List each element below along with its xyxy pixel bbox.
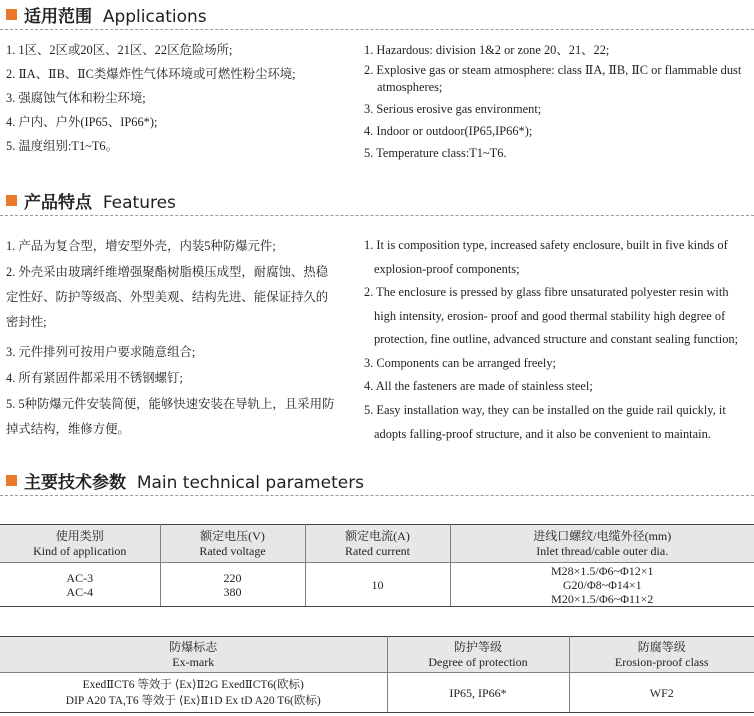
list-item: 5. 温度组别:T1~T6。 <box>6 139 119 153</box>
list-item: 5. Easy installation way, they can be installed on the guide rail quickly, it adopts falling-proof structure, and it also be convenient to maintain. <box>364 403 726 441</box>
list-item: 5. Temperature class:T1~T6. <box>364 146 507 160</box>
list-item: 3. Serious erosive gas environment; <box>364 102 542 116</box>
list-item: 1. 1区、2区或20区、21区、22区危险场所; <box>6 43 233 57</box>
section-divider <box>0 29 754 30</box>
list-item: 2. The enclosure is pressed by glass fibre unsaturated polyester resin with high intensity, erosion- proof and good thermal stability high degree of protection, fine outline, advanced structure and constant sealing function; <box>364 285 739 346</box>
ex-mark-cell: ExedⅡCT6 等效于 ⟨Ex⟩Ⅱ2G ExedⅡCT6(欧标) DIP A20 TA,T6 等效于 ⟨Ex⟩Ⅱ1D Ex tD A20 T6(欧标) <box>0 673 387 713</box>
list-item: 4. All the fasteners are made of stainless steel; <box>364 379 593 393</box>
parameters-title: 主要技术参数 Main technical parameters <box>24 473 365 493</box>
list-item: 1. 产品为复合型，增安型外壳，内装5种防爆元件; <box>6 239 276 253</box>
section-marker-icon <box>6 9 17 20</box>
table-row <box>0 563 754 607</box>
protection-cell: IP65, IP66* <box>387 673 569 713</box>
column-header-inlet-thread: 进线口螺纹/电缆外径(mm) Inlet thread/cable outer dia. <box>450 525 754 563</box>
list-item: 2. ⅡA、ⅡB、ⅡC类爆炸性气体环境或可燃性粉尘环境; <box>6 67 296 81</box>
table-row <box>0 673 754 713</box>
list-item: 3. 强腐蚀气体和粉尘环境; <box>6 91 146 105</box>
list-item: 4. Indoor or outdoor(IP65,IP66*); <box>364 124 533 138</box>
erosion-cell: WF2 <box>569 673 754 713</box>
applications-title: 适用范围 Applications <box>24 7 207 27</box>
inlet-thread-cell: M28×1.5/Φ6~Φ12×1 G20/Φ8~Φ14×1 M20×1.5/Φ6~Φ11×2 <box>450 563 754 607</box>
voltage-cell: 220 380 <box>160 563 305 607</box>
list-item: 3. 元件排列可按用户要求随意组合; <box>6 345 196 359</box>
list-item: 3. Components can be arranged freely; <box>364 356 556 370</box>
features-title: 产品特点 Features <box>24 193 176 213</box>
ex-mark-table <box>0 636 754 713</box>
column-header-ex-mark: 防爆标志 Ex-mark <box>0 637 387 673</box>
column-header-protection: 防护等级 Degree of protection <box>387 637 569 673</box>
kind-cell: AC-3 AC-4 <box>0 563 160 607</box>
table-header-row <box>0 525 754 563</box>
list-item: 1. Hazardous: division 1&2 or zone 20、21、22; <box>364 43 610 57</box>
column-header-voltage: 额定电压(V) Rated voltage <box>160 525 305 563</box>
list-item: 2. Explosive gas or steam atmosphere: class ⅡA, ⅡB, ⅡC or flammable dust atmospheres; <box>364 63 742 94</box>
features-header <box>0 186 754 216</box>
column-header-kind: 使用类别 Kind of application <box>0 525 160 563</box>
list-item: 4. 所有紧固件都采用不锈钢螺钉; <box>6 371 183 385</box>
section-divider <box>0 215 754 216</box>
column-header-current: 额定电流(A) Rated current <box>305 525 450 563</box>
list-item: 1. It is composition type, increased safety enclosure, built in five kinds of explosion-proof components; <box>364 238 728 276</box>
rated-parameters-table <box>0 524 754 607</box>
list-item: 5. 5种防爆元件安装简便，能够快速安装在导轨上，且采用防掉式结构，维修方便。 <box>6 397 335 436</box>
table-header-row <box>0 637 754 673</box>
column-header-erosion: 防腐等级 Erosion-proof class <box>569 637 754 673</box>
section-divider <box>0 495 754 496</box>
parameters-header <box>0 466 754 496</box>
section-marker-icon <box>6 475 17 486</box>
section-marker-icon <box>6 195 17 206</box>
list-item: 2. 外壳采由玻璃纤维增强聚酯树脂模压成型，耐腐蚀、热稳定性好、防护等级高、外型美观、结构先进、能保证持久的密封性; <box>6 265 329 329</box>
list-item: 4. 户内、户外(IP65、IP66*); <box>6 115 158 129</box>
applications-header <box>0 0 754 30</box>
current-cell: 10 <box>305 563 450 607</box>
